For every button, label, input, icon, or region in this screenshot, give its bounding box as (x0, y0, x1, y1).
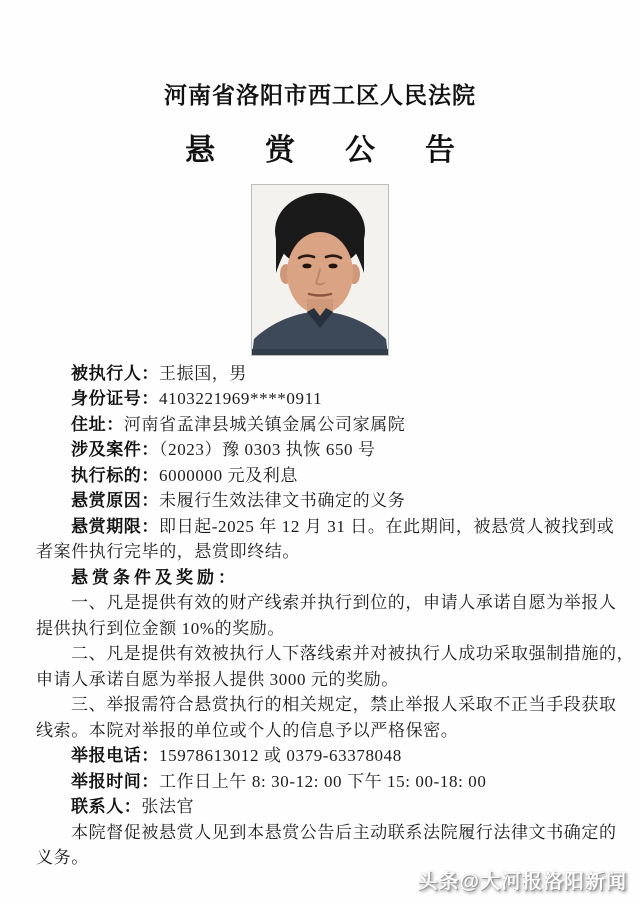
field-value: （2023）豫 0303 执恢 650 号 (159, 440, 376, 460)
field-value: 本院督促被悬赏人见到本悬赏公告后主动联系法院履行法律文书确定的 (71, 822, 617, 842)
notice-line (36, 565, 610, 591)
field-label: 涉及案件： (71, 440, 159, 460)
field-value: 6000000 元及利息 (159, 465, 298, 485)
notice-line (36, 718, 610, 744)
person-photo (251, 184, 389, 356)
notice-line (36, 692, 617, 718)
notice-title: 悬赏公告 (185, 134, 505, 168)
notice-line (36, 437, 610, 463)
notice-line (36, 361, 610, 387)
notice-line (36, 463, 610, 489)
field-label: 住址： (71, 414, 124, 434)
field-value: 王振国，男 (159, 363, 247, 383)
field-value: 未履行生效法律文书确定的义务 (159, 491, 406, 511)
notice-line (36, 514, 615, 540)
person-portrait-photo-icon (252, 185, 388, 355)
field-value: 4103221969****0911 (159, 389, 323, 409)
court-name-title: 河南省洛阳市西工区人民法院 (164, 83, 476, 108)
notice-line (36, 616, 610, 642)
field-label: 举报电话： (71, 746, 159, 766)
notice-line (36, 539, 610, 565)
notice-line (36, 820, 617, 846)
field-value: 15978613012 或 0379-63378048 (159, 746, 402, 766)
field-label: 被执行人： (71, 363, 159, 383)
notice-line (36, 590, 617, 616)
field-value: 河南省孟津县城关镇金属公司家属院 (123, 414, 406, 434)
field-label: 悬赏条件及奖励： (71, 567, 239, 587)
field-value: 线索。本院对举报的单位或个人的信息予以严格保密。 (36, 720, 459, 740)
field-label: 身份证号： (71, 389, 159, 409)
field-value: 申请人承诺自愿为举报人提供 3000 元的奖励。 (36, 669, 399, 689)
field-label: 联系人： (71, 797, 142, 817)
field-label: 举报时间： (71, 771, 159, 791)
field-label: 悬赏原因： (71, 491, 159, 511)
field-value: 即日起-2025 年 12 月 31 日。在此期间，被悬赏人被找到或 (159, 516, 615, 536)
field-value: 者案件执行完毕的，悬赏即终结。 (36, 542, 300, 562)
field-label: 悬赏期限： (71, 516, 159, 536)
notice-line (36, 769, 610, 795)
notice-line (36, 794, 610, 820)
field-value: 二、凡是提供有效被执行人下落线索并对被执行人成功采取强制措施的， (71, 644, 635, 664)
news-watermark: 头条@大河报洛阳新闻 (417, 871, 627, 893)
notice-line (36, 386, 610, 412)
field-value: 一、凡是提供有效的财产线索并执行到位的，申请人承诺自愿为举报人 (71, 593, 617, 613)
notice-line (36, 743, 610, 769)
field-value: 张法官 (141, 797, 195, 817)
field-value: 工作日上午 8: 30-12: 00 下午 15: 00-18: 00 (159, 771, 487, 791)
notice-body (0, 361, 640, 871)
field-value: 三、举报需符合悬赏执行的相关规定，禁止举报人采取不正当手段获取 (71, 695, 617, 715)
notice-line (36, 667, 610, 693)
field-value: 提供执行到位金额 10%的奖励。 (36, 618, 286, 638)
notice-line (36, 412, 610, 438)
field-label: 执行标的： (71, 465, 159, 485)
notice-line (36, 641, 635, 667)
notice-line (36, 488, 610, 514)
field-value: 义务。 (36, 848, 89, 868)
